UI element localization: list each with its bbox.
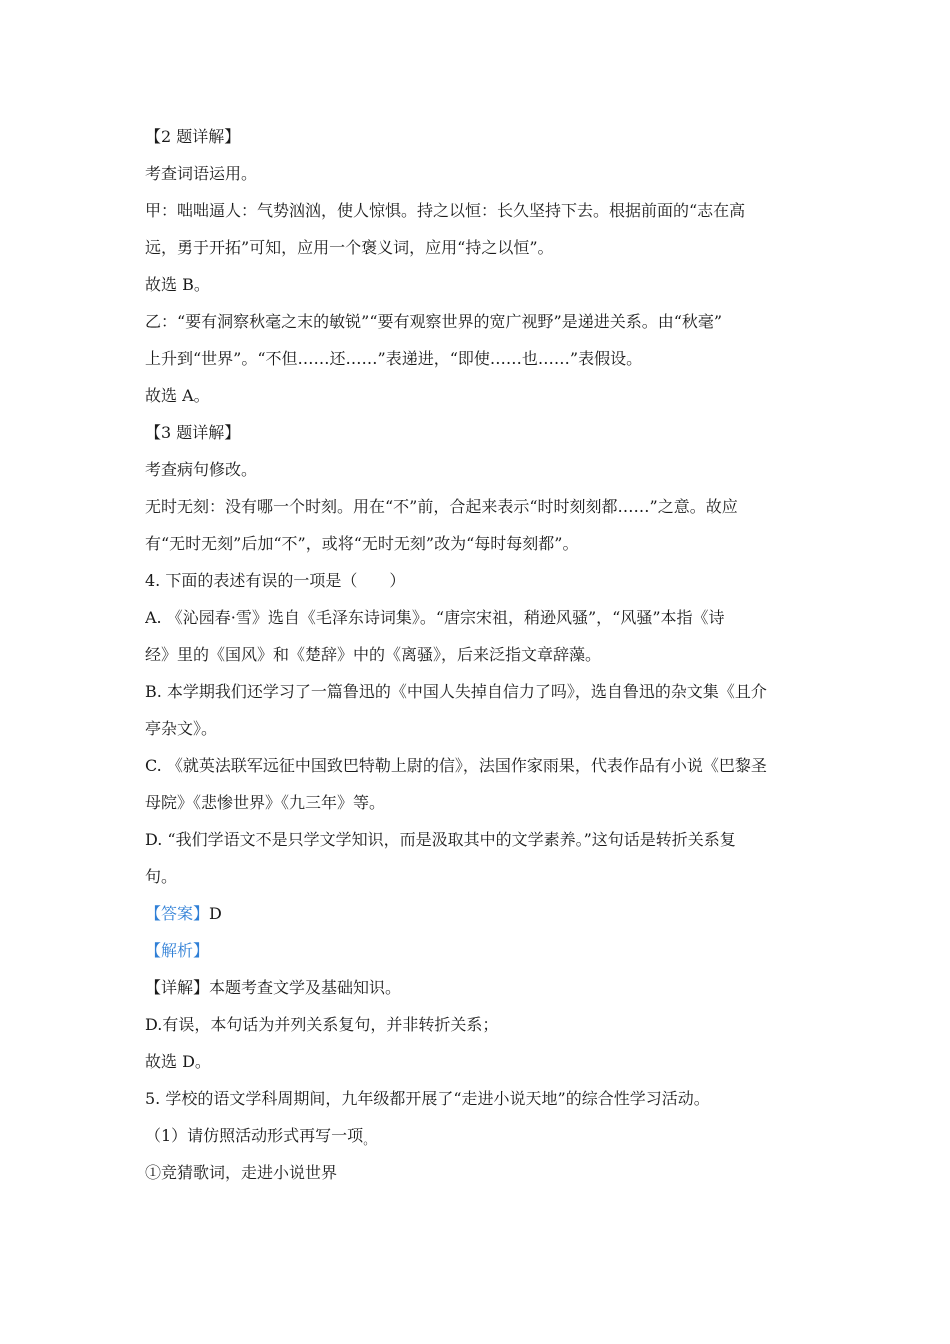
answer-value: D (209, 904, 222, 923)
section-heading-q2: 【2 题详解】 (145, 127, 241, 146)
list-item: ①竞猜歌词，走进小说世界 (145, 1163, 338, 1182)
sub-question-mark: 。 (363, 1133, 376, 1147)
option-d-cont: 句。 (145, 867, 178, 886)
answer-line (145, 895, 815, 932)
text-line: 远，勇于开拓”可知，应用一个褒义词，应用“持之以恒”。 (145, 238, 554, 257)
text-line: 故选 B。 (145, 275, 210, 294)
text-line: 乙：“要有洞察秋毫之末的敏锐”“要有观察世界的宽广视野”是递进关系。由“秋毫” (145, 312, 723, 331)
text-line: 故选 D。 (145, 1052, 211, 1071)
text-line: 无时无刻：没有哪一个时刻。用在“不”前，合起来表示“时时刻刻都……”之意。故应 (145, 497, 738, 516)
text-line: 故选 A。 (145, 386, 210, 405)
text-line: 有“无时无刻”后加“不”，或将“无时无刻”改为“每时每刻都”。 (145, 534, 579, 553)
question-4: 4. 下面的表述有误的一项是（ ） (145, 571, 406, 590)
sub-question-1 (145, 1117, 815, 1154)
analysis-label: 【解析】 (145, 941, 210, 960)
option-a: A. 《沁园春·雪》选自《毛泽东诗词集》。“唐宗宋祖，稍逊风骚”，“风骚”本指《诗 (145, 608, 725, 627)
document-body (145, 118, 815, 1191)
text-line: 【详解】本题考查文学及基础知识。 (145, 978, 402, 997)
text-line: 甲：咄咄逼人：气势汹汹，使人惊惧。持之以恒：长久坚持下去。根据前面的“志在高 (145, 201, 746, 220)
option-d: D. “我们学语文不是只学文学知识，而是汲取其中的文学素养。”这句话是转折关系复 (145, 830, 736, 849)
option-b-cont: 亭杂文》。 (145, 719, 218, 738)
text-line: 上升到“世界”。“不但……还……”表递进，“即使……也……”表假设。 (145, 349, 643, 368)
question-5: 5. 学校的语文学科周期间，九年级都开展了“走进小说天地”的综合性学习活动。 (145, 1089, 710, 1108)
option-a-cont: 经》里的《国风》和《楚辞》中的《离骚》，后来泛指文章辞藻。 (145, 645, 602, 664)
text-line: D.有误，本句话为并列关系复句，并非转折关系； (145, 1015, 499, 1034)
text-line: 考查词语运用。 (145, 164, 258, 183)
sub-question-text: （1）请仿照活动形式再写一项 (145, 1126, 364, 1145)
option-c-cont: 母院》《悲惨世界》《九三年》等。 (145, 793, 386, 812)
option-c: C. 《就英法联军远征中国致巴特勒上尉的信》，法国作家雨果，代表作品有小说《巴黎圣 (145, 756, 767, 775)
option-b: B. 本学期我们还学习了一篇鲁迅的《中国人失掉自信力了吗》，选自鲁迅的杂文集《且介 (145, 682, 767, 701)
section-heading-q3: 【3 题详解】 (145, 423, 241, 442)
answer-label: 【答案】 (145, 904, 210, 923)
text-line: 考查病句修改。 (145, 460, 258, 479)
